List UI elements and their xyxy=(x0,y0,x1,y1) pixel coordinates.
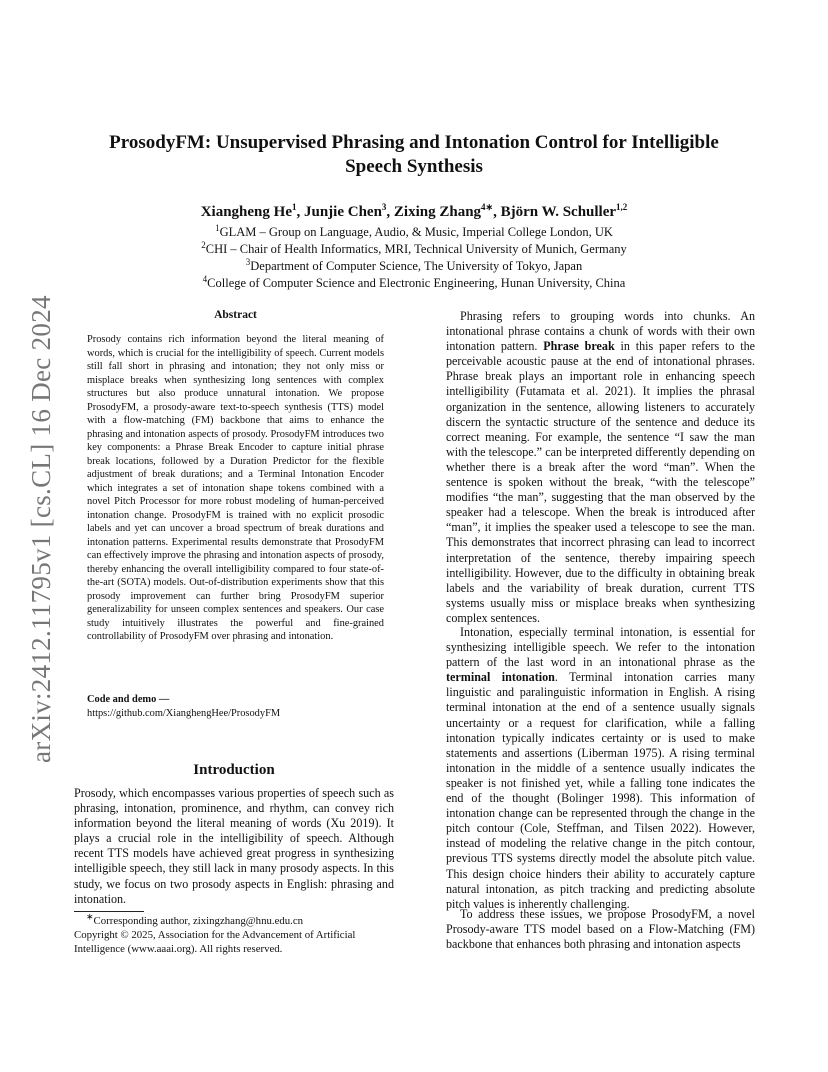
author-list: Xiangheng He$^1$, Junjie Chen$^3$, Zixing Zhang$^{4∗}$, Björn W. Schuller$^{1,2}$ xyxy=(200,202,628,220)
term-terminal-intonation: terminal intonation xyxy=(446,670,555,685)
abstract-text: Prosody contains rich information beyond the literal meaning of words, which is crucial for the intelligibility of speech. Current models still fall short in phrasing and intonation; they not only miss or misplace breaks when synthesizing long sentences with complex structures but also produce unnatural intonation. We propose ProsodyFM, a prosody-aware text-to-speech synthesis (TTS) model with a flow-matching (FM) backbone that aims to enhance the phrasing and intonation aspects of prosody. ProsodyFM introduces two key components: a Phrase Break Encoder to capture initial phrase break locations, followed by a Duration Predictor for the flexible adjustment of break durations; and a Terminal Intonation Encoder which integrates a set of intonation shape tokens combined with a novel Pitch Processor for more robust modeling of human-perceived intonation change. ProsodyFM is trained with no explicit prosodic labels and yet can uncover a broad spectrum of break durations and intonation patterns. Experimental results demonstrate that ProsodyFM can effectively improve the phrasing and intonation aspects of prosody, thereby enhancing the overall intelligibility compared to four state-of-the-art (SOTA) models. Out-of-distribution experiments show that this prosody improvement can further bring ProsodyFM superior generalizability for unseen complex sentences and speakers. Our case study intuitively illustrates the powerful and fine-grained controllability of ProsodyFM over phrasing and intonation. xyxy=(87,334,384,642)
right-column-paragraph: Intonation, especially terminal intonation, is essential for synthesizing intelligible speech. We refer to the intonation pattern of the last word in an intonational phrase as the terminal intonation. Terminal intonation carries many linguistic and paralinguistic information in English. A rising terminal intonation at the end of a sentence usually signals uncertainty or a request for clarification, while a falling intonation typically indicates certainty or is used to make statements and assertions (Liberman 1975). A rising terminal intonation in the middle of a sentence usually indicates the speaker is not finished yet, while a falling tone indicates the end of the thought (Bolinger 1998). This information of intonation change can be represented through the change in the pitch contour (Cole, Steffman, and Tilsen 2022). However, instead of modeling the relative change in the pitch contour, previous TTS systems directly model the absolute pitch value. This design choice hinders their ability to accurately capture natural intonation, as pitch tracking and predicting absolute pitch values is inherently challenging. xyxy=(446,625,755,911)
affiliation: $^1$GLAM – Group on Language, Audio, & Music, Imperial College London, UK xyxy=(215,222,613,239)
paper-title: ProsodyFM: Unsupervised Phrasing and Intonation Control for Intelligible Speech Synthesis xyxy=(109,132,719,177)
copyright-notice: Copyright © 2025, Association for the Advancement of Artificial Intelligence (www.aaai.org). All rights reserved. xyxy=(74,929,356,955)
right-column-paragraph: Phrasing refers to grouping words into chunks. An intonational phrase contains a chunk of words with their own intonation pattern. Phrase break in this paper refers to the perceivable acoustic pause at the end of intonational phrases. Phrase break plays an important role in enhancing speech intelligibility (Futamata et al. 2021). It implies the phrasal organization in the sentence, allowing listeners to accurately discern the syntactic structure of the sentence and deduce its correct meaning. For example, the sentence “I saw the man with the telescope.” can be interpreted differently depending on whether there is a break after the word “man”. When the sentence is spoken without the break, “with the telescope” modifies “the man”, suggesting that the man observed by the speaker had a telescope. When the break is introduced after “man”, it implies the speaker used a telescope to see the man. This demonstrates that incorrect phrasing can lead to incorrect interpretation of the sentence, thereby impairing speech intelligibility. However, due to the difficulty in obtaining break labels and the variability of break duration, current TTS systems usually miss or misplace breaks when synthesizing complex sentences. xyxy=(446,309,755,625)
introduction-heading: Introduction xyxy=(193,762,275,778)
code-demo-link[interactable]: https://github.com/XianghengHee/ProsodyFM xyxy=(87,708,281,719)
author: Zixing Zhang xyxy=(393,204,482,220)
introduction-text: Prosody, which encompasses various properties of speech such as phrasing, intonation, prominence, and rhythm, can convey rich information beyond the literal meaning of words (Xu 2019). It plays a crucial role in the intelligibility of speech. Although recent TTS models have achieved great progress in synthesizing intelligible speech, they still lack in many prosody aspects. In this study, we focus on two prosody aspects in English: phrasing and intonation. xyxy=(74,786,394,906)
code-demo-heading: Code and demo — xyxy=(87,694,170,705)
affiliations xyxy=(60,224,768,292)
arxiv-identifier: arXiv:2412.11795v1 [cs.CL] 16 Dec 2024 xyxy=(26,295,56,763)
affiliation: $^4$College of Computer Science and Electronic Engineering, Hunan University, China xyxy=(202,273,626,290)
corresponding-author-footnote: ∗Corresponding author, zixingzhang@hnu.edu.cn xyxy=(86,911,304,927)
affiliation: $^2$CHI – Chair of Health Informatics, MRI, Technical University of Munich, Germany xyxy=(201,239,627,256)
author: Junjie Chen xyxy=(303,204,382,220)
right-column-paragraph: To address these issues, we propose ProsodyFM, a novel Prosody-aware TTS model based on a Flow-Matching (FM) backbone that enhances both phrasing and intonation aspects xyxy=(446,907,755,952)
footnote-rule xyxy=(74,911,144,912)
footnotes xyxy=(74,911,396,956)
abstract-heading: Abstract xyxy=(214,309,257,321)
affiliation: $^3$Department of Computer Science, The University of Tokyo, Japan xyxy=(245,256,583,273)
author: Björn W. Schuller xyxy=(500,204,617,220)
term-phrase-break: Phrase break xyxy=(543,339,615,354)
author: Xiangheng He xyxy=(200,204,292,220)
